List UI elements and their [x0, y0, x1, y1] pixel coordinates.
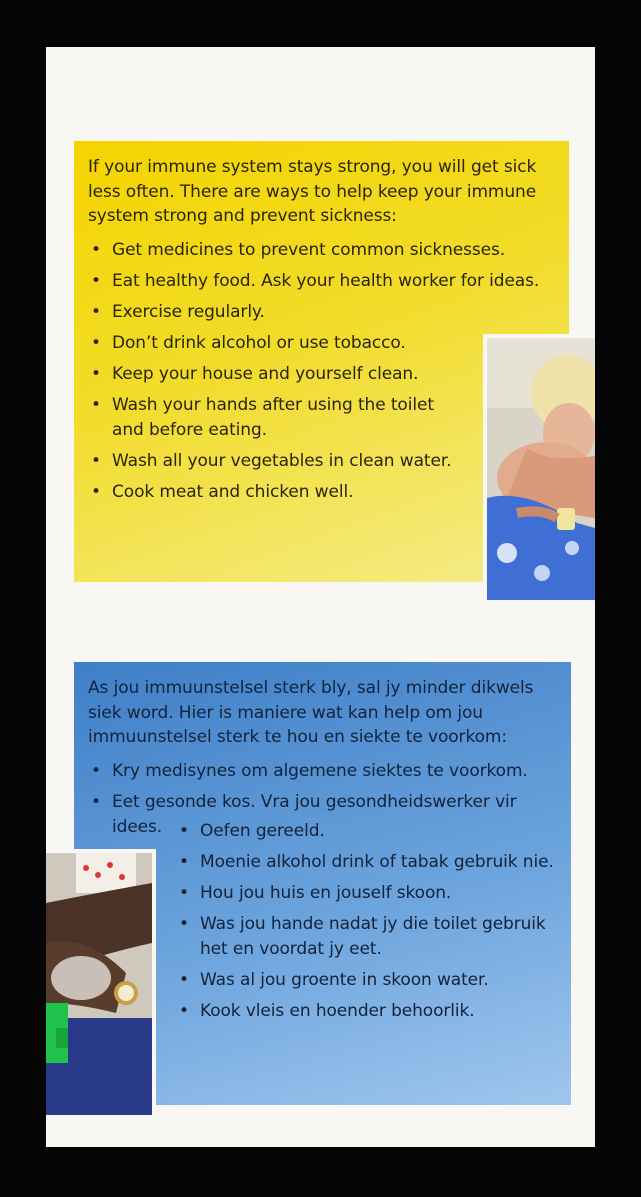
list-item: • Kook vleis en hoender behoorlik.: [176, 999, 566, 1024]
afrikaans-bullet-list-bottom: [176, 819, 566, 1030]
english-intro: If your immune system stays strong, you will get sick less often. There are ways to help keep your immune system strong and prevent sickness:: [88, 157, 537, 226]
photo-hand-washing: [46, 849, 156, 1115]
list-item: • Wash all your vegetables in clean water.: [88, 449, 558, 474]
afrikaans-intro: As jou immuunstelsel sterk bly, sal jy minder dikwels siek word. Hier is maniere wat kan help om jou immuunstelsel sterk te hou en siekte te voorkom:: [88, 678, 534, 747]
list-item: • Eat healthy food. Ask your health worker for ideas.: [88, 269, 558, 294]
list-item: • Was jou hande nadat jy die toilet gebruik het en voordat jy eet.: [176, 912, 566, 962]
list-item: • Don’t drink alcohol or use tobacco.: [88, 331, 558, 356]
list-item: • Get medicines to prevent common sicknesses.: [88, 238, 558, 263]
list-item: • Kry medisynes om algemene siektes te voorkom.: [88, 759, 563, 784]
list-item: • Oefen gereeld.: [176, 819, 566, 844]
list-item: • Was al jou groente in skoon water.: [176, 968, 566, 993]
list-item: • Moenie alkohol drink of tabak gebruik nie.: [176, 850, 566, 875]
list-item: • Exercise regularly.: [88, 300, 558, 325]
list-item: • Wash your hands after using the toilet and before eating.: [88, 393, 442, 443]
list-item: • Hou jou huis en jouself skoon.: [176, 881, 566, 906]
leaflet-page: [46, 47, 595, 1147]
list-item: • Keep your house and yourself clean.: [88, 362, 558, 387]
list-item: • Eet gesonde kos. Vra jou gesondheidswerker vir idees.: [88, 790, 563, 840]
photo-woman-laughing: [483, 334, 595, 600]
list-item: • Cook meat and chicken well.: [88, 480, 558, 505]
